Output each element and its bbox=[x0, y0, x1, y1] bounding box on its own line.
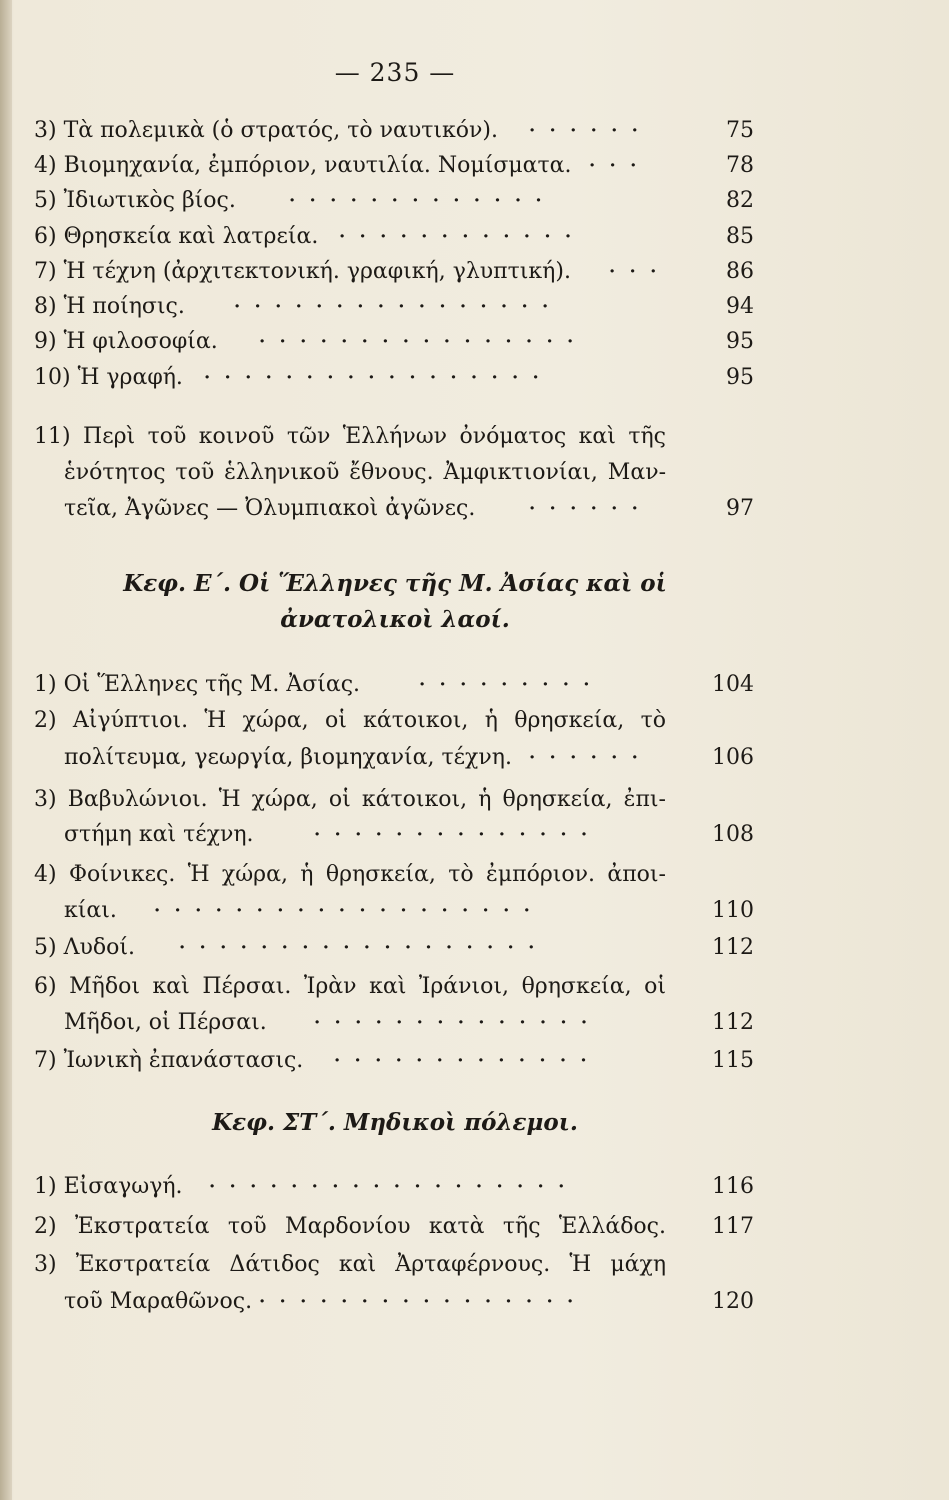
toc-entry-text: 4) Φοίνικες. Ἡ χώρα, ἡ θρησκεία, τὸ ἐμπόριον. ἀποι- bbox=[34, 862, 666, 887]
leader-dots: · · · · · · · · · · · · · bbox=[289, 190, 546, 211]
toc-entry-text: 2) Αἰγύπτιοι. Ἡ χώρα, οἱ κάτοικοι, ἡ θρησκεία, τὸ bbox=[34, 708, 666, 733]
toc-entry bbox=[34, 219, 754, 255]
toc-entry-text: πολίτευμα, γεωργία, βιομηχανία, τέχνη. bbox=[64, 745, 512, 770]
toc-entry-text: 4) Βιομηχανία, ἐμπόριον, ναυτιλία. Νομίσματα. bbox=[34, 153, 572, 178]
toc-entry-line bbox=[34, 1247, 754, 1283]
toc-entry-text: στήμη καὶ τέχνη. bbox=[64, 822, 254, 847]
toc-page-number: 95 bbox=[726, 329, 754, 354]
toc-entry-text: ἑνότητος τοῦ ἑλληνικοῦ ἔθνους. Ἀμφικτιονίαι, Μαν- bbox=[64, 460, 666, 485]
leader-dots: · · · · · · · · · · · · · · · · · · bbox=[209, 1176, 569, 1197]
toc-entry-text: 3) Ἐκστρατεία Δάτιδος καὶ Ἀρταφέρνους. Ἡ μάχη bbox=[34, 1252, 666, 1277]
toc-entry-text: τεῖα, Ἀγῶνες — Ὀλυμπιακοὶ ἀγῶνες. bbox=[64, 496, 476, 521]
toc-entry-text: 7) Ἰωνικὴ ἐπανάστασις. bbox=[34, 1048, 304, 1073]
toc-page-number: 78 bbox=[726, 153, 754, 178]
toc-page-number: 86 bbox=[726, 259, 754, 284]
toc-page-number: 85 bbox=[726, 224, 754, 249]
leader-dots: · · · · · · · · · · · · bbox=[339, 226, 576, 247]
toc-page-number: 97 bbox=[726, 496, 754, 521]
toc-entry-text: 1) Οἱ Ἕλληνες τῆς Μ. Ἀσίας. bbox=[34, 672, 361, 697]
chapter-heading-continued: ἀνατολικοὶ λαοί. bbox=[280, 606, 510, 633]
toc-entry-line bbox=[34, 419, 754, 455]
toc-entry-line bbox=[34, 893, 754, 929]
toc-entry-text: 10) Ἡ γραφή. bbox=[34, 365, 183, 390]
toc-entry-line bbox=[34, 455, 754, 491]
chapter-heading: Κεφ. ΣΤ΄. Μηδικοὶ πόλεμοι. bbox=[212, 1109, 578, 1136]
leader-dots: · · · · · · · · · · · · · · · · · · bbox=[179, 937, 539, 958]
toc-page-number: 112 bbox=[712, 935, 754, 960]
toc-entry-line bbox=[34, 491, 754, 527]
toc-entry-line bbox=[34, 740, 754, 776]
toc-entry bbox=[34, 1169, 754, 1205]
toc-entry-text: 7) Ἡ τέχνη (ἀρχιτεκτονική. γραφική, γλυπτική). bbox=[34, 259, 571, 284]
toc-entry-line bbox=[34, 1005, 754, 1041]
toc-entry-line bbox=[34, 817, 754, 853]
toc-page-number: 120 bbox=[712, 1289, 754, 1314]
toc-entry-text: 6) Θρησκεία καὶ λατρεία. bbox=[34, 224, 319, 249]
toc-entry-line bbox=[34, 1284, 754, 1320]
leader-dots: · · · · · · bbox=[529, 747, 642, 768]
toc-entry bbox=[34, 1043, 754, 1079]
toc-entry bbox=[34, 930, 754, 966]
toc-entry bbox=[34, 324, 754, 360]
toc-page-number: 108 bbox=[712, 822, 754, 847]
toc-entry-line bbox=[34, 857, 754, 893]
leader-dots: · · · · · · bbox=[529, 498, 642, 519]
toc-entry-text: 11) Περὶ τοῦ κοινοῦ τῶν Ἑλλήνων ὀνόματος καὶ τῆς bbox=[34, 424, 666, 449]
toc-entry-line bbox=[34, 782, 754, 818]
leader-dots: · · · · · · · · · · · · · · · · · · · bbox=[154, 900, 534, 921]
toc-entry bbox=[34, 289, 754, 325]
toc-page-number: 116 bbox=[712, 1174, 754, 1199]
leader-dots: · · · bbox=[589, 155, 641, 176]
leader-dots: · · · · · · bbox=[529, 120, 642, 141]
toc-entry-text: τοῦ Μαραθῶνος. bbox=[64, 1289, 253, 1314]
leader-dots: · · · bbox=[609, 261, 661, 282]
toc-page-number: 115 bbox=[712, 1048, 754, 1073]
toc-entry-text: 6) Μῆδοι καὶ Πέρσαι. Ἰρὰν καὶ Ἰράνιοι, θρησκεία, οἱ bbox=[34, 974, 666, 999]
toc-entry bbox=[34, 254, 754, 290]
toc-entry bbox=[34, 1209, 754, 1245]
toc-entry-text: 9) Ἡ φιλοσοφία. bbox=[34, 329, 218, 354]
leader-dots: · · · · · · · · · · · · · · · · bbox=[259, 331, 578, 352]
toc-page-number: 95 bbox=[726, 365, 754, 390]
page-number: — 235 — bbox=[334, 58, 456, 87]
toc-entry-text: 2) Ἐκστρατεία τοῦ Μαρδονίου κατὰ τῆς Ἑλλάδος. bbox=[34, 1214, 666, 1239]
toc-entry-text: Μῆδοι, οἱ Πέρσαι. bbox=[64, 1010, 267, 1035]
leader-dots: · · · · · · · · · · · · · · · · bbox=[234, 296, 553, 317]
toc-entry bbox=[34, 113, 754, 149]
toc-page-number: 110 bbox=[712, 898, 754, 923]
toc-page-number: 82 bbox=[726, 188, 754, 213]
toc-page-number: 117 bbox=[712, 1214, 754, 1239]
toc-page-number: 106 bbox=[712, 745, 754, 770]
toc-page-number: 104 bbox=[712, 672, 754, 697]
leader-dots: · · · · · · · · · · · · · · bbox=[314, 824, 592, 845]
toc-entry-text: 5) Λυδοί. bbox=[34, 935, 135, 960]
toc-entry bbox=[34, 360, 754, 396]
toc-entry-line bbox=[34, 969, 754, 1005]
chapter-heading: Κεφ. Ε΄. Οἱ Ἕλληνες τῆς Μ. Ἀσίας καὶ οἱ bbox=[123, 570, 667, 597]
leader-dots: · · · · · · · · · · · · · bbox=[334, 1050, 591, 1071]
toc-page-number: 112 bbox=[712, 1010, 754, 1035]
page-spine-shadow bbox=[0, 0, 12, 1500]
leader-dots: · · · · · · · · · · · · · · bbox=[314, 1012, 592, 1033]
toc-entry-text: κίαι. bbox=[64, 898, 117, 923]
toc-entry-line bbox=[34, 703, 754, 739]
toc-entry bbox=[34, 148, 754, 184]
toc-page-number: 94 bbox=[726, 294, 754, 319]
toc-page-number: 75 bbox=[726, 118, 754, 143]
toc-entry bbox=[34, 183, 754, 219]
toc-entry-text: 8) Ἡ ποίησις. bbox=[34, 294, 185, 319]
toc-entry-text: 5) Ἰδιωτικὸς βίος. bbox=[34, 188, 236, 213]
leader-dots: · · · · · · · · · · · · · · · · · bbox=[204, 367, 543, 388]
toc-entry-text: 1) Εἰσαγωγή. bbox=[34, 1174, 183, 1199]
leader-dots: · · · · · · · · · · · · · · · · bbox=[259, 1291, 578, 1312]
toc-entry-text: 3) Βαβυλώνιοι. Ἡ χώρα, οἱ κάτοικοι, ἡ θρησκεία, ἐπι- bbox=[34, 787, 666, 812]
toc-entry bbox=[34, 667, 754, 703]
leader-dots: · · · · · · · · · bbox=[419, 674, 594, 695]
toc-entry-text: 3) Τὰ πολεμικὰ (ὁ στρατός, τὸ ναυτικόν). bbox=[34, 118, 498, 143]
